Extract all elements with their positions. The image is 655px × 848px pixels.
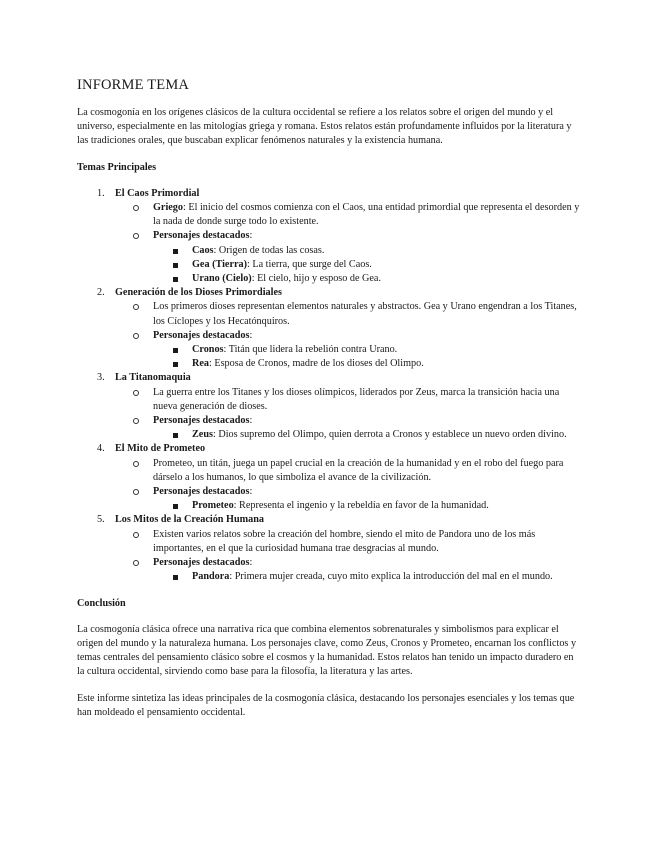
character-list (153, 499, 582, 513)
character-item (153, 258, 582, 272)
topic-bullets (115, 386, 582, 443)
topic-number: 1. (97, 187, 105, 199)
topic-title: El Mito de Prometeo (115, 443, 206, 455)
topic-item (77, 442, 582, 513)
bullet-text: : (249, 329, 253, 341)
character-desc: : Representa el ingenio y la rebeldía en favor de la humanidad. (233, 500, 489, 512)
circle-bullet-icon (133, 418, 139, 424)
bullet-bold-label: Personajes destacados (153, 230, 250, 242)
topic-title: Generación de los Dioses Primordiales (115, 287, 282, 299)
circle-bullet-icon (133, 233, 139, 239)
square-bullet-icon (173, 504, 178, 509)
character-name: Gea (Tierra) (192, 258, 247, 270)
square-bullet-icon (173, 575, 178, 580)
character-item (153, 244, 582, 258)
bullet-text: : (249, 557, 253, 569)
circle-bullet-icon (133, 461, 139, 467)
bullet-bold-label: Griego (153, 202, 183, 214)
bullet-bold-label: Personajes destacados (153, 329, 250, 341)
bullet-text: : (249, 415, 253, 427)
character-item (153, 499, 582, 513)
square-bullet-icon (173, 263, 178, 268)
bullet-text: : (249, 486, 253, 498)
bullet-text: La guerra entre los Titanes y los dioses olímpicos, liderados por Zeus, marca la transición hacia una nueva generación de dioses. (153, 386, 560, 412)
topic-bullet (115, 386, 582, 414)
topic-title: Los Mitos de la Creación Humana (115, 514, 264, 526)
character-desc: : La tierra, que surge del Caos. (246, 258, 372, 270)
bullet-text: Los primeros dioses representan elementos naturales y abstractos. Gea y Urano engendran a los Titanes, los Cíclopes y los Hecatónquiros. (153, 301, 577, 327)
character-list (153, 570, 582, 584)
bullet-text: : (249, 230, 253, 242)
topic-bullet (115, 329, 582, 372)
circle-bullet-icon (133, 390, 139, 396)
square-bullet-icon (173, 362, 178, 367)
topic-number: 5. (97, 514, 105, 526)
conclusion-heading: Conclusión (77, 597, 126, 609)
topic-bullets (115, 201, 582, 286)
bullet-text: Prometeo, un titán, juega un papel crucial en la creación de la humanidad y en el robo del fuego para dárselo a los humanos, lo que simboliza el avance de la civilización. (153, 457, 564, 483)
topics-list (77, 187, 582, 585)
character-item (153, 272, 582, 286)
topic-number: 2. (97, 287, 105, 299)
bullet-text: : El inicio del cosmos comienza con el Caos, una entidad primordial que representa el desorden y la nada de donde surge todo lo existente. (153, 202, 580, 228)
character-name: Caos (192, 244, 214, 256)
character-desc: : El cielo, hijo y esposo de Gea. (251, 273, 381, 285)
character-list (153, 244, 582, 287)
square-bullet-icon (173, 249, 178, 254)
character-name: Zeus (192, 429, 213, 441)
square-bullet-icon (173, 433, 178, 438)
circle-bullet-icon (133, 532, 139, 538)
topics-heading: Temas Principales (77, 161, 157, 173)
character-name: Cronos (192, 344, 224, 356)
character-name: Pandora (192, 571, 230, 583)
character-name: Prometeo (192, 500, 234, 512)
topic-bullets (115, 457, 582, 514)
topic-bullets (115, 300, 582, 371)
bullet-text: Existen varios relatos sobre la creación del hombre, siendo el mito de Pandora uno de los más importantes, en el que la curiosidad humana trae desgracias al mundo. (153, 528, 536, 554)
circle-bullet-icon (133, 205, 139, 211)
topic-bullet (115, 229, 582, 286)
topic-bullet (115, 528, 582, 556)
circle-bullet-icon (133, 333, 139, 339)
topic-title: El Caos Primordial (115, 187, 200, 199)
bullet-bold-label: Personajes destacados (153, 486, 250, 498)
topic-bullet (115, 556, 582, 584)
closing-paragraph: Este informe sintetiza las ideas principales de la cosmogonía clásica, destacando los personajes esenciales y los temas que han moldeado el pensamiento occidental. (77, 692, 575, 718)
character-desc: : Titán que lidera la rebelión contra Urano. (223, 344, 398, 356)
topic-item (77, 286, 582, 371)
character-name: Rea (192, 358, 209, 370)
circle-bullet-icon (133, 560, 139, 566)
character-list (153, 343, 582, 371)
character-desc: : Primera mujer creada, cuyo mito explica la introducción del mal en el mundo. (229, 571, 553, 583)
intro-paragraph: La cosmogonía en los orígenes clásicos de la cultura occidental se refiere a los relatos sobre el origen del mundo y el universo, especialmente en las mitologías griega y romana. Estos relatos están profundamente influidos por la literatura y las tradiciones orales, que buscaban explicar fenómenos naturales y la existencia humana. (77, 107, 572, 147)
topic-bullet (115, 485, 582, 513)
topic-number: 3. (97, 372, 105, 384)
topic-bullet (115, 457, 582, 485)
bullet-bold-label: Personajes destacados (153, 415, 250, 427)
square-bullet-icon (173, 348, 178, 353)
character-name: Urano (Cielo) (192, 273, 252, 285)
circle-bullet-icon (133, 304, 139, 310)
character-item (153, 570, 582, 584)
circle-bullet-icon (133, 489, 139, 495)
topic-number: 4. (97, 443, 105, 455)
topic-bullet (115, 300, 582, 328)
character-desc: : Origen de todas las cosas. (213, 244, 325, 256)
topic-item (77, 371, 582, 442)
bullet-bold-label: Personajes destacados (153, 557, 250, 569)
character-item (153, 428, 582, 442)
square-bullet-icon (173, 277, 178, 282)
character-desc: : Esposa de Cronos, madre de los dioses del Olimpo. (208, 358, 424, 370)
character-item (153, 343, 582, 357)
topic-bullet (115, 201, 582, 229)
topic-item (77, 513, 582, 584)
topic-bullets (115, 528, 582, 585)
topic-title: La Titanomaquia (115, 372, 191, 384)
document-title: INFORME TEMA (77, 77, 190, 93)
conclusion-paragraph: La cosmogonía clásica ofrece una narrativa rica que combina elementos sobrenaturales y simbolismos para explicar el origen del mundo y la naturaleza humana. Los personajes clave, como Zeus, Cronos y Prometeo, encarnan los conflictos y temas centrales del pensamiento clásico sobre el cosmos y la humanidad. Estos relatos han tenido un impacto duradero en la cultura occidental, sirviendo como base para la filosofía, la literatura y las artes. (77, 623, 577, 678)
topic-item (77, 187, 582, 286)
character-desc: : Dios supremo del Olimpo, quien derrota a Cronos y establece un nuevo orden divino. (212, 429, 567, 441)
document-content (77, 76, 582, 720)
character-list (153, 428, 582, 442)
character-item (153, 357, 582, 371)
topic-bullet (115, 414, 582, 442)
